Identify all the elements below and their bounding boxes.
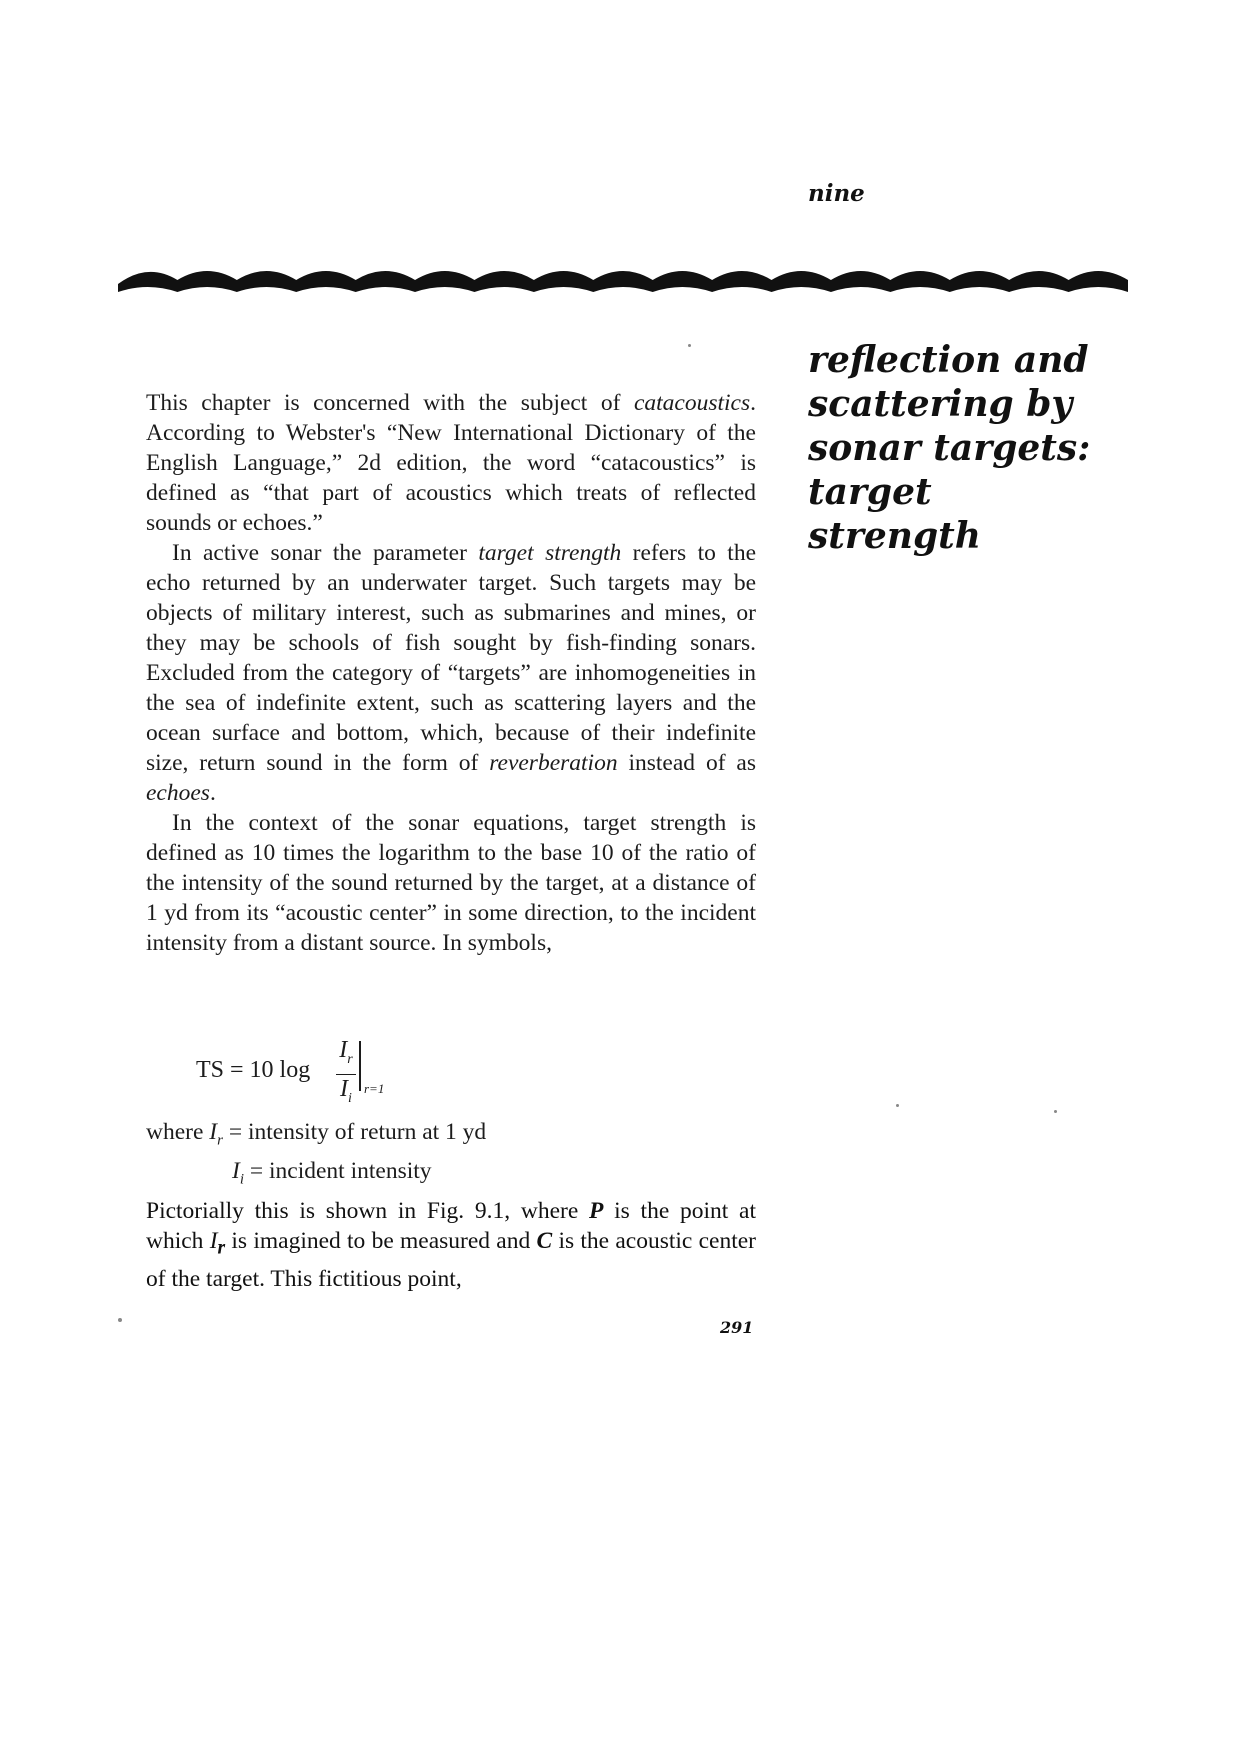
text-run: In active sonar the parameter — [172, 540, 479, 566]
text-run: . According to Webster's “New International Dictionary of the English Language,” 2d edition, the word “catacoustics” is defined as “that part of acoustics which treats of reflected sounds or echoes.” — [146, 390, 756, 536]
chapter-title-line: reflection and — [808, 339, 1089, 381]
chapter-title-line: sonar targets: — [808, 427, 1091, 469]
page-number: 291 — [720, 1318, 754, 1337]
wavy-rule-ornament — [118, 262, 1128, 302]
paragraph-intro — [146, 388, 756, 538]
paragraph-definition: In the context of the sonar equations, target strength is defined as 10 times the logarithm to the base 10 of the ratio of the intensity of the sound returned by the target, at a distance of 1 yd from its “acoustic center” in some direction, to the incident intensity from a distant source. In symbols, — [146, 810, 756, 956]
chapter-title-line: target — [808, 471, 932, 513]
scan-speck — [118, 1318, 122, 1322]
text-run: This chapter is concerned with the subject of — [146, 390, 634, 416]
equation-fraction — [336, 1038, 356, 1111]
body-text — [146, 388, 756, 958]
fraction-denominator: $I_i$ — [340, 1076, 352, 1107]
scan-speck — [688, 344, 691, 347]
text-run: refers to the echo returned by an underwater target. Such targets may be objects of military interest, such as submarines and mines, or they may be schools of fish sought by fish-finding sonars. Excluded from the category of “targets” are inhomogeneities in the sea of indefinite extent, such as scattering layers and the ocean surface and bottom, which, because of their indefinite size, return sound in the form of — [146, 540, 756, 776]
fraction-bar — [336, 1074, 356, 1076]
paragraph-target-strength — [146, 538, 756, 808]
chapter-title-line: scattering by — [808, 383, 1073, 425]
paragraph-pictorial: Pictorially this is shown in Fig. 9.1, where P is the point at which $I_r$ is imagined to be measured and C is the acoustic center of the target. This fictitious point, — [146, 1198, 757, 1292]
definition-incident-intensity: $I_i$ = incident intensity — [232, 1157, 432, 1188]
italic-term: echoes — [146, 780, 210, 806]
evaluation-condition: r=1 — [364, 1081, 385, 1096]
chapter-title-line: strength — [808, 515, 981, 557]
italic-term: reverberation — [489, 750, 618, 776]
equation-lhs: TS = 10 log — [196, 1057, 311, 1083]
chapter-title — [808, 338, 1138, 558]
definition-intensity-return: where $I_r$ = intensity of return at 1 yd — [146, 1119, 487, 1149]
evaluation-bar — [359, 1041, 361, 1091]
text-run: instead of as — [617, 750, 756, 776]
symbol-definitions — [146, 1117, 486, 1194]
italic-term: catacoustics — [633, 390, 751, 416]
text-run: . — [209, 780, 216, 806]
scan-speck — [1054, 1110, 1057, 1113]
target-strength-equation — [196, 1038, 436, 1108]
italic-term: target strength — [478, 540, 622, 566]
scan-speck — [896, 1104, 899, 1107]
chapter-label: nine — [808, 180, 865, 207]
fraction-numerator: $I_r$ — [339, 1037, 353, 1067]
